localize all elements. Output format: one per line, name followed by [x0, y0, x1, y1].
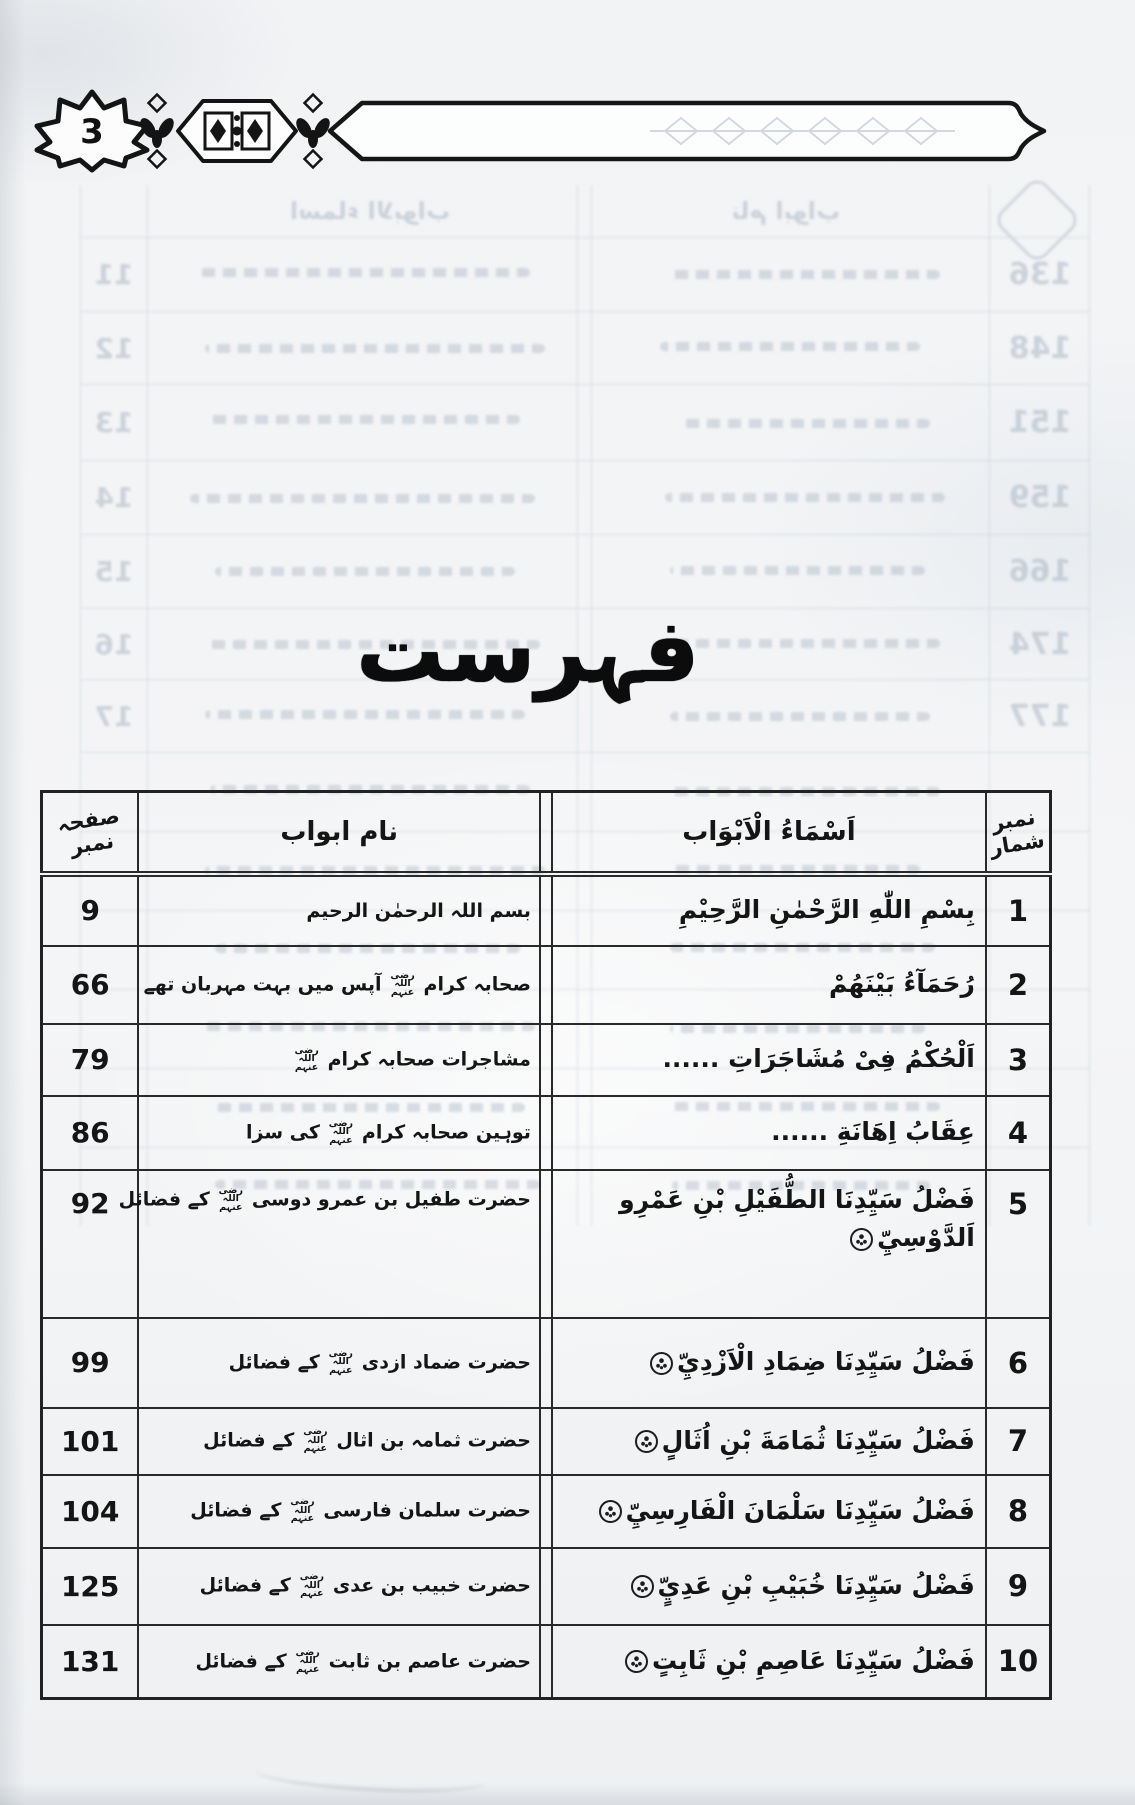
floret-icon — [293, 95, 333, 168]
center-cartouche — [178, 101, 296, 161]
ghost-row: 151 13 — [80, 385, 1090, 461]
table-row: 9 بسم اللہ الرحمٰن الرحیم بِسْمِ اللّٰهِ الرَّحْمٰنِ الرَّحِيْمِ 1 — [42, 874, 1051, 946]
floret-icon — [137, 95, 177, 168]
ghost-row: 166 15 — [80, 535, 1090, 609]
honorific-mark — [599, 1500, 622, 1523]
ghost-header-arabic: اسماء الابواب — [289, 197, 450, 225]
table-row: 125 حضرت خبیب بن عدیرضی اللہ عنہمکے فضائل فَضْلُ سَيِّدِنَا خُبَيْبِ بْنِ عَدِيٍّ 9 — [42, 1548, 1051, 1625]
honorific-mark: رضی اللہ عنہم — [218, 1184, 243, 1213]
ghost-star-ornament — [992, 175, 1083, 266]
table-row: 99 حضرت ضماد ازدیرضی اللہ عنہمکے فضائل فَضْلُ سَيِّدِنَا ضِمَادِ الْاَزْدِيِّ 6 — [42, 1318, 1051, 1408]
ghost-row: 174 16 — [80, 609, 1090, 680]
honorific-mark: رضی اللہ عنہم — [299, 1571, 324, 1600]
ghost-row: 136 11 — [80, 238, 1090, 312]
title-cartouche — [330, 103, 1044, 159]
honorific-mark: رضی اللہ عنہم — [303, 1426, 328, 1455]
table-row: 101 حضرت ثمامہ بن اثالرضی اللہ عنہمکے فضائل فَضْلُ سَيِّدِنَا ثُمَامَةَ بْنِ اُثَالٍ 7 — [42, 1408, 1051, 1475]
column-divider — [540, 792, 552, 874]
scan-edge-shade — [0, 0, 26, 1805]
honorific-mark: رضی اللہ عنہم — [328, 1347, 353, 1376]
header-page-number: صفحہ نمبر — [42, 792, 139, 874]
table-row: 104 حضرت سلمان فارسیرضی اللہ عنہمکے فضائل فَضْلُ سَيِّدِنَا سَلْمَانَ الْفَارِسِيِّ 8 — [42, 1475, 1051, 1548]
table-header-row — [42, 792, 1051, 874]
ghost-header-urdu: نام ابواب — [731, 197, 840, 225]
ghost-header-row — [80, 185, 1090, 238]
ornament-band — [0, 88, 1135, 174]
table-row: 79 مشاجرات صحابہ کرامرضی اللہ عنہم اَلْحُكْمُ فِیْ مُشَاجَرَاتِ ...... 3 — [42, 1024, 1051, 1096]
page-title: فہرست — [355, 598, 700, 702]
honorific-mark — [650, 1352, 673, 1375]
ghost-row: 177 17 — [80, 680, 1090, 753]
honorific-mark: رضی اللہ عنہم — [290, 1496, 315, 1525]
honorific-mark — [850, 1228, 873, 1251]
ghost-row: 159 14 — [80, 461, 1090, 535]
table-row: 131 حضرت عاصم بن ثابترضی اللہ عنہمکے فضائل فَضْلُ سَيِّدِنَا عَاصِمِ بْنِ ثَابِتٍ 10 — [42, 1625, 1051, 1699]
header-serial: نمبر شمار — [986, 792, 1051, 874]
table-row: 92 حضرت طفیل بن عمرو دوسیرضی اللہ عنہمکے فضائل فَضْلُ سَيِّدِنَا الطُّفَيْلِ بْنِ عَمْرِو اَلدَّوْسِيِّ 5 — [42, 1170, 1051, 1318]
honorific-mark — [631, 1575, 654, 1598]
honorific-mark: رضی اللہ عنہم — [328, 1117, 354, 1146]
page-number-star — [37, 92, 147, 170]
scan-edge-shade — [0, 1783, 1135, 1805]
honorific-mark: رضی اللہ عنہم — [294, 1044, 319, 1073]
contents-table — [40, 790, 1052, 1700]
honorific-mark — [625, 1650, 648, 1673]
honorific-mark — [635, 1430, 658, 1453]
honorific-mark: رضی اللہ عنہم — [390, 969, 415, 998]
honorific-mark: رضی اللہ عنہم — [295, 1646, 320, 1675]
table-row: 86 توہین صحابہ کرامرضی اللہ عنہمکی سزا عِقَابُ اِهَانَةِ ...... 4 — [42, 1096, 1051, 1170]
header-arabic-names: اَسْمَاءُ الْاَبْوَاب — [552, 792, 986, 874]
ghost-row: 148 12 — [80, 312, 1090, 385]
table-row: 66 صحابہ کرامرضی اللہ عنہمآپس میں بہت مہربان تھے رُحَمَآءُ بَيْنَهُمْ 2 — [42, 946, 1051, 1024]
folio-number: 3 — [80, 112, 104, 152]
header-urdu-names: نام ابواب — [138, 792, 540, 874]
